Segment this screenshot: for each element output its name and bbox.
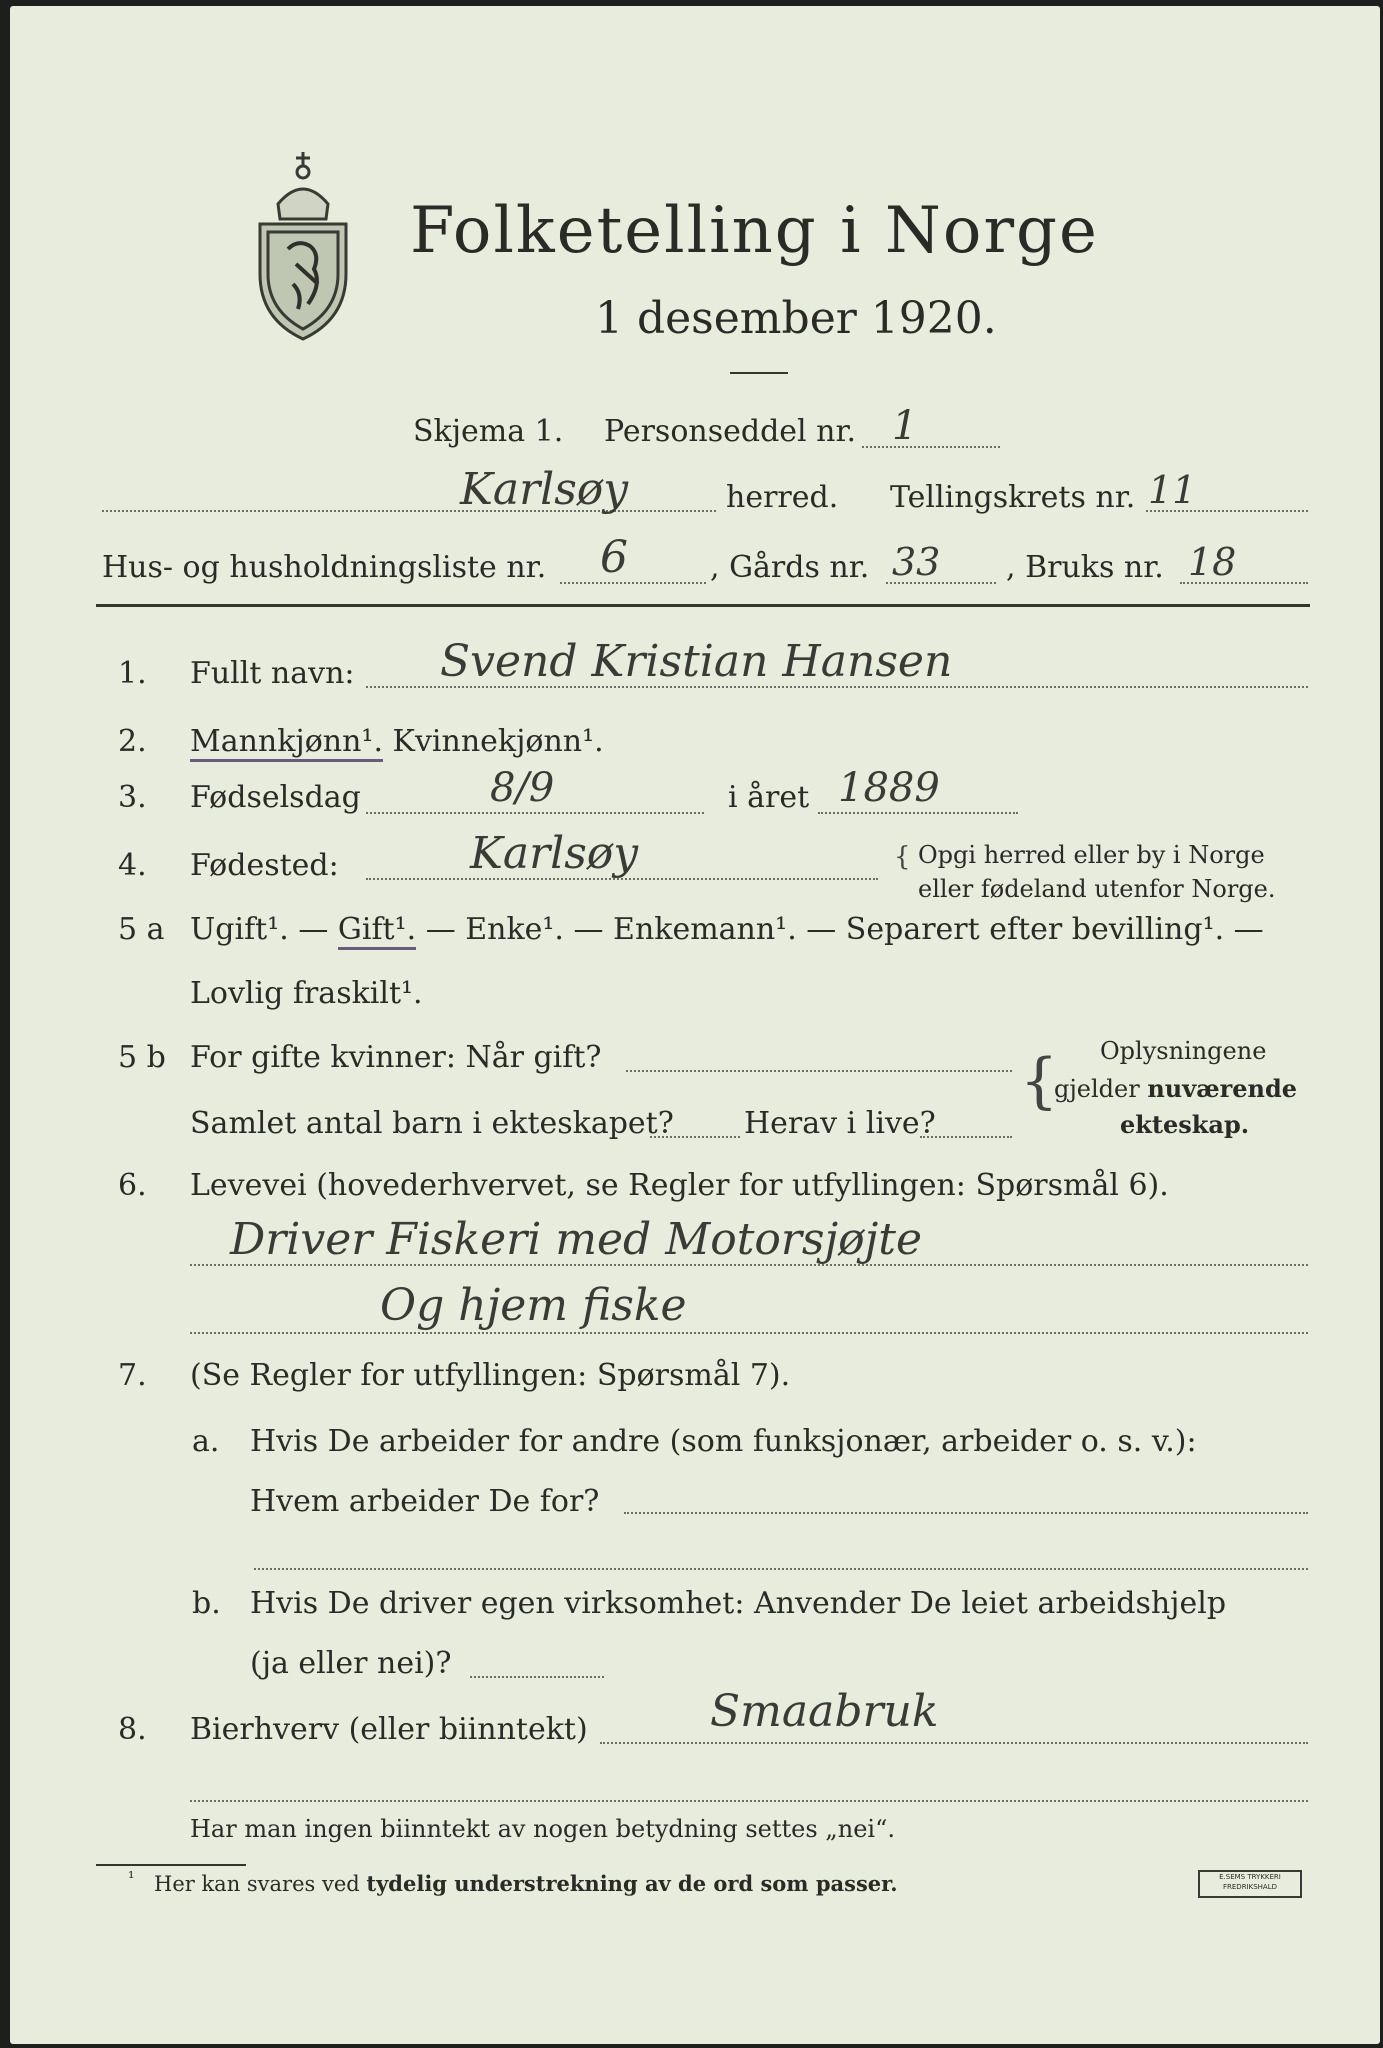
q4-number: 4. (118, 848, 147, 883)
children-total-label: Samlet antal barn i ekteskapet? (190, 1106, 674, 1141)
tellingskrets-label: Tellingskrets nr. (890, 480, 1136, 515)
title-divider (730, 372, 788, 374)
husliste-value: 6 (600, 532, 628, 583)
herred-label: herred. (726, 480, 839, 515)
occupation-value-2: Og hjem fiske (380, 1280, 687, 1331)
full-name-value: Svend Kristian Hansen (440, 636, 953, 687)
occupation-label: Levevei (hovederhvervet, se Regler for utfyllingen: Spørsmål 6). (190, 1168, 1169, 1203)
footnote-text: Her kan svares ved tydelig understrekning av de ord som passer. (154, 1871, 898, 1896)
marital-status-options (190, 912, 1264, 948)
printer-stamp: E.SEMS TRYKKERI FREDRIKSHALD (1198, 1870, 1302, 1898)
q7b-answer-label: (ja eller nei)? (250, 1646, 452, 1681)
birthplace-label: Fødested: (190, 848, 339, 883)
side-income-label: Bierhverv (eller biinntekt) (190, 1712, 588, 1747)
marital-ugift: Ugift¹. — (190, 912, 329, 947)
marriage-note-1: Oplysningene (1100, 1037, 1267, 1065)
q5b-number: 5 b (118, 1040, 166, 1075)
q5a-number: 5 a (118, 912, 165, 947)
bruks-label: , Bruks nr. (1006, 550, 1164, 585)
occupation-value-1: Driver Fiskeri med Motorsjøjte (230, 1214, 923, 1265)
footnote-rule (96, 1864, 246, 1866)
q3-number: 3. (118, 780, 147, 815)
coat-of-arms-icon (248, 134, 358, 344)
q7a-employer-label: Hvem arbeider De for? (250, 1484, 600, 1519)
q1-number: 1. (118, 656, 147, 691)
marital-gift: Gift¹. (338, 912, 416, 950)
personseddel-value: 1 (892, 403, 918, 449)
q7-number: 7. (118, 1358, 147, 1393)
q7a-letter: a. (192, 1424, 220, 1459)
side-income-note: Har man ingen biinntekt av nogen betydning settes „nei“. (190, 1815, 895, 1843)
footnote-mark: ¹ (128, 1868, 135, 1887)
q7-label: (Se Regler for utfyllingen: Spørsmål 7). (190, 1358, 791, 1393)
sex-female-option: Kvinnekjønn¹. (392, 724, 604, 759)
bruks-value: 18 (1188, 540, 1237, 584)
birthdate-value: 8/9 (490, 765, 555, 811)
herred-value: Karlsøy (460, 464, 629, 515)
form-title: Folketelling i Norge (410, 194, 1099, 268)
marital-fraskilt: Lovlig fraskilt¹. (190, 976, 423, 1011)
husliste-label: Hus- og husholdningsliste nr. (102, 550, 547, 585)
gards-value: 33 (892, 540, 941, 584)
marital-rest: — Enke¹. — Enkemann¹. — Separert efter bevilling¹. — (425, 912, 1264, 947)
birthplace-note-1: Opgi herred eller by i Norge (918, 841, 1265, 869)
census-date: 1 desember 1920. (595, 293, 997, 344)
side-income-value: Smaabruk (710, 1686, 939, 1737)
gards-label: , Gårds nr. (710, 550, 870, 585)
q6-number: 6. (118, 1168, 147, 1203)
q2-number: 2. (118, 724, 147, 759)
header-rule (96, 604, 1310, 607)
census-form: Folketelling i Norge 1 desember 1920. Skjema 1. Personseddel nr. 1 Karlsøy herred. Tellingskrets nr. 11 Hus- og husholdningsliste nr. 6 , Gårds nr. 33 , Bruks nr. 18 1. Fullt navn: Svend Kristian Hansen 2. Mannkjønn¹. Kvinnekjønn¹. 3. Fødselsdag 8/9 i året 1889 4. Fødested: Karlsøy { Opgi herred eller by i Norge eller fødeland utenfor Norge. 5 a Ugift¹. — Gift¹. — Enke¹. — Enkemann¹. — Separert efter bevilling¹. — Lovlig fraskilt¹. 5 b For gifte kvinner: Når gift? Samlet antal barn i ekteskapet? Herav i live? { Oplysningene gjelder nuværende ekteskap. 6. Levevei (hovederhvervet, se Regler for utfyllingen: Spørsmål 6). Driver Fiskeri med Motorsjøjte Og hjem fiske 7. (Se Regler for utfyllingen: Spørsmål 7). a. Hvis De arbeider for andre (som funksjonær, arbeider o. s. v.): Hvem arbeider De for? b. Hvis De driver egen virksomhet: Anvender De leiet arbeidshjelp (ja eller nei)? 8. Bierhverv (eller biinntekt) Smaabruk Har man ingen biinntekt av nogen betydning settes „nei“. ¹ Her kan svares ved tydelig understrekning av de ord som passer. E.SEMS TRYKKERI FREDRIKSHALD (10, 6, 1380, 2044)
tellingskrets-value: 11 (1148, 468, 1197, 512)
birthdate-label: Fødselsdag (190, 780, 361, 815)
marriage-note-2: gjelder nuværende (1054, 1074, 1298, 1103)
q7b-letter: b. (192, 1586, 221, 1621)
birthplace-value: Karlsøy (470, 828, 639, 879)
schema-label: Skjema 1. (413, 414, 564, 449)
q8-number: 8. (118, 1712, 147, 1747)
birthyear-value: 1889 (838, 765, 940, 811)
birthyear-label: i året (728, 780, 810, 815)
sex-male-option: Mannkjønn¹. (190, 724, 383, 762)
marriage-note-3: ekteskap. (1120, 1110, 1250, 1139)
q7b-question: Hvis De driver egen virksomhet: Anvender De leiet arbeidshjelp (250, 1586, 1227, 1621)
q7a-question: Hvis De arbeider for andre (som funksjonær, arbeider o. s. v.): (250, 1424, 1197, 1459)
children-alive-label: Herav i live? (744, 1106, 936, 1141)
full-name-label: Fullt navn: (190, 656, 355, 691)
birthplace-note-2: eller fødeland utenfor Norge. (918, 875, 1276, 903)
personseddel-label: Personseddel nr. (604, 414, 857, 449)
sex-options (190, 724, 604, 760)
married-women-label: For gifte kvinner: Når gift? (190, 1040, 602, 1075)
